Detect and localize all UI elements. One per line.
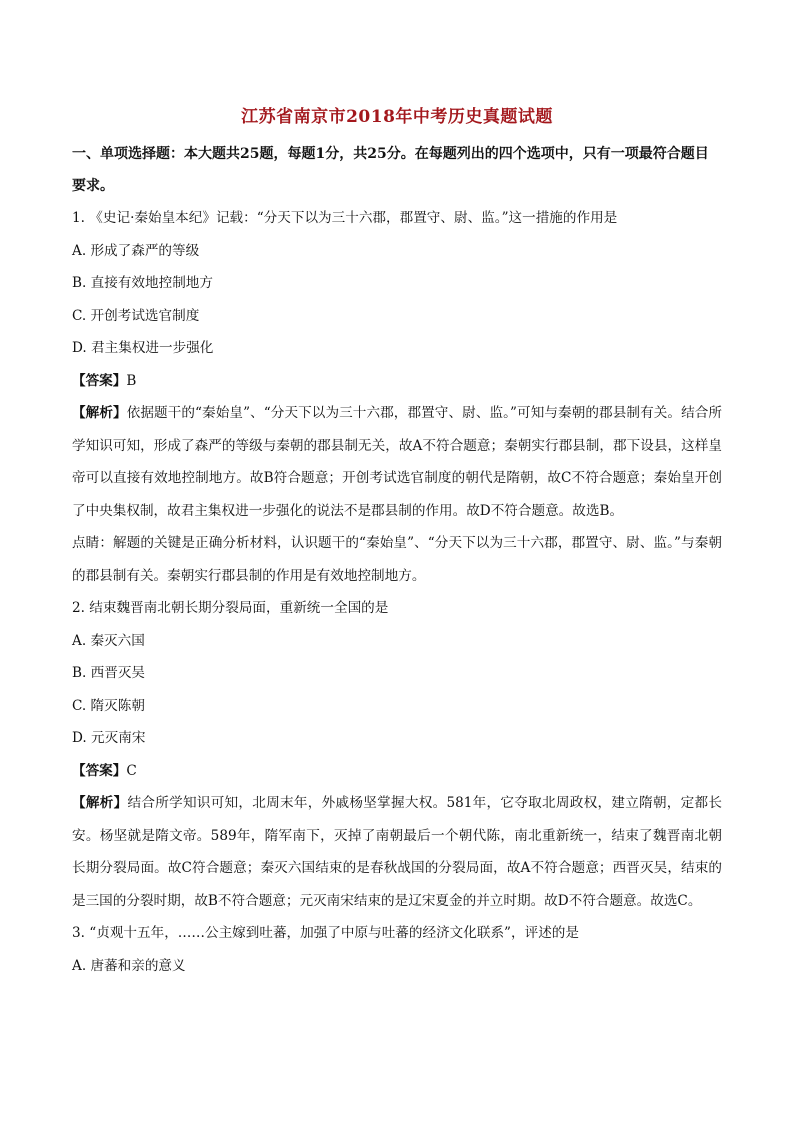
answer-value: C bbox=[126, 762, 137, 779]
analysis-label: 【解析】 bbox=[72, 405, 127, 421]
question-3-stem: 3. “贞观十五年，……公主嫁到吐蕃，加强了中原与吐蕃的经济文化联系”，评述的是 bbox=[72, 925, 579, 941]
question-1-option-d: D. 君主集权进一步强化 bbox=[72, 340, 214, 356]
answer-label: 【答案】 bbox=[72, 372, 127, 389]
question-1-analysis bbox=[72, 397, 722, 527]
question-3-option-a: A. 唐蕃和亲的意义 bbox=[72, 957, 186, 974]
page-title: 江苏省南京市2018年中考历史真题试题 bbox=[241, 107, 553, 127]
question-2-option-a: A. 秦灭六国 bbox=[72, 632, 145, 649]
question-1-option-a: A. 形成了森严的等级 bbox=[72, 242, 200, 259]
question-2-option-c: C. 隋灭陈朝 bbox=[72, 697, 145, 714]
answer-label: 【答案】 bbox=[72, 762, 127, 779]
question-2-answer bbox=[72, 755, 722, 788]
question-2 bbox=[72, 592, 722, 917]
question-1-option-b: B. 直接有效地控制地方 bbox=[72, 275, 213, 291]
question-2-option-b: B. 西晋灭吴 bbox=[72, 665, 146, 681]
question-2-option-d: D. 元灭南宋 bbox=[72, 730, 146, 746]
analysis-text: 依据题干的“秦始皇”、“分天下以为三十六郡，郡置守、尉、监。”可知与秦朝的郡县制有关。结合所学知识可知，形成了森严的等级与秦朝的郡县制无关，故A不符合题意；秦朝实行郡县制，郡下设县，这样皇帝可以直接有效地控制地方。故B符合题意；开创考试选官制度的朝代是隋朝，故C不符合题意；秦始皇开创了中央集权制，故君主集权进一步强化的说法不是郡县制的作用。故D不符合题意。故选B。 bbox=[72, 405, 723, 519]
question-1-note: 点睛：解题的关键是正确分析材料，认识题干的“秦始皇”、“分天下以为三十六郡，郡置守、尉、监。”与秦朝的郡县制有关。秦朝实行郡县制的作用是有效地控制地方。 bbox=[72, 535, 722, 584]
question-1-stem: 1. 《史记·秦始皇本纪》记载：“分天下以为三十六郡，郡置守、尉、监。”这一措施的作用是 bbox=[72, 210, 618, 226]
question-1-option-c: C. 开创考试选官制度 bbox=[72, 307, 200, 324]
document-content bbox=[72, 104, 722, 982]
question-1 bbox=[72, 202, 722, 592]
question-2-analysis bbox=[72, 787, 722, 917]
question-2-stem: 2. 结束魏晋南北朝长期分裂局面，重新统一全国的是 bbox=[72, 600, 389, 616]
answer-value: B bbox=[126, 372, 137, 389]
question-1-answer bbox=[72, 365, 722, 398]
analysis-label: 【解析】 bbox=[72, 795, 128, 811]
question-3 bbox=[72, 917, 722, 982]
analysis-text: 结合所学知识可知，北周末年，外戚杨坚掌握大权。581年，它夺取北周政权，建立隋朝，定都长安。杨坚就是隋文帝。589年，隋军南下，灭掉了南朝最后一个朝代陈，南北重新统一，结束了魏晋南北朝长期分裂局面。故C符合题意；秦灭六国结束的是春秋战国的分裂局面，故A不符合题意；西晋灭吴，结束的是三国的分裂时期，故B不符合题意；元灭南宋结束的是辽宋夏金的并立时期。故D不符合题意。故选C。 bbox=[72, 795, 723, 909]
section-header: 一、单项选择题：本大题共25题，每题1分，共25分。在每题列出的四个选项中，只有一项最符合题目要求。 bbox=[72, 146, 709, 194]
